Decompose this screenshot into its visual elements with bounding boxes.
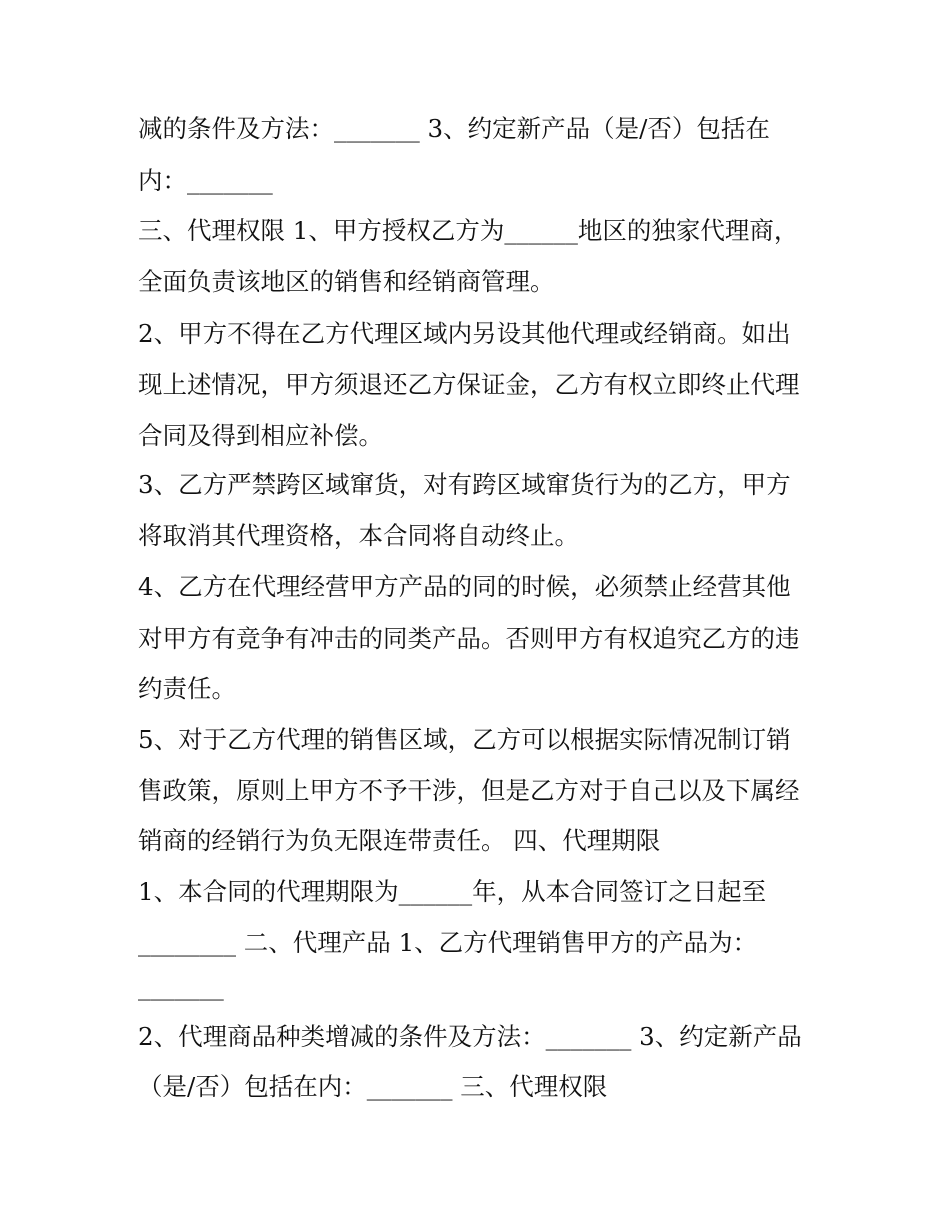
text-line-19: 2、代理商品种类增减的条件及方法：_______ 3、约定新产品 <box>138 1022 802 1051</box>
text-line-18: _______ <box>138 972 224 1001</box>
text-line-16: 1、本合同的代理期限为______年，从本合同签订之日起至 <box>138 877 767 906</box>
text-line-5: 2、甲方不得在乙方代理区域内另设其他代理或经销商。如出 <box>138 319 791 348</box>
text-line-1: 减的条件及方法：_______ 3、约定新产品（是/否）包括在 <box>138 114 770 143</box>
text-line-14: 售政策，原则上甲方不予干涉，但是乙方对于自己以及下属经 <box>138 776 800 805</box>
text-line-8: 3、乙方严禁跨区域窜货，对有跨区域窜货行为的乙方，甲方 <box>138 470 791 499</box>
text-line-10: 4、乙方在代理经营甲方产品的同的时候，必须禁止经营其他 <box>138 572 791 601</box>
text-line-17: ________ 二、代理产品 1、乙方代理销售甲方的产品为： <box>138 928 758 957</box>
text-line-3: 三、代理权限 1、甲方授权乙方为______地区的独家代理商， <box>138 216 799 245</box>
text-line-7: 合同及得到相应补偿。 <box>138 421 383 450</box>
text-line-13: 5、对于乙方代理的销售区域，乙方可以根据实际情况制订销 <box>138 725 791 754</box>
text-line-15: 销商的经销行为负无限连带责任。 四、代理期限 <box>138 826 661 855</box>
text-line-2: 内：_______ <box>138 166 273 195</box>
text-line-11: 对甲方有竞争有冲击的同类产品。否则甲方有权追究乙方的违 <box>138 624 800 653</box>
text-line-12: 约责任。 <box>138 674 236 703</box>
text-line-9: 将取消其代理资格，本合同将自动终止。 <box>138 521 579 550</box>
text-line-4: 全面负责该地区的销售和经销商管理。 <box>138 267 555 296</box>
text-line-20: （是/否）包括在内：_______ 三、代理权限 <box>138 1072 608 1101</box>
text-line-6: 现上述情况，甲方须退还乙方保证金，乙方有权立即终止代理 <box>138 370 800 399</box>
